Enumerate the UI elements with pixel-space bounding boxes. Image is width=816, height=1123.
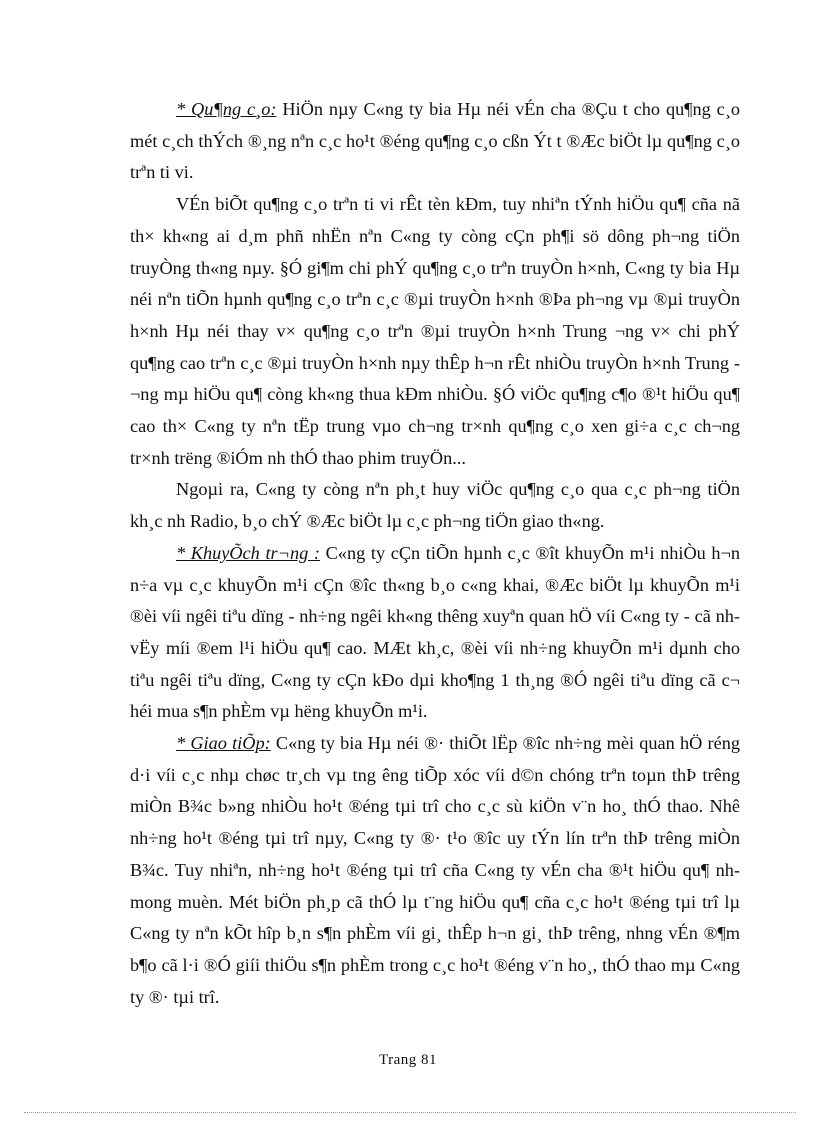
paragraph-public-relations [130, 728, 740, 1013]
paragraph-text: C«ng ty cÇn tiÕn hµnh c¸c ®ît khuyÕn m¹i nhiÒu h¬n n÷a vµ c¸c khuyÕn m¹i cÇn ®îc th«ng b¸o c«ng khai, ®Æc biÖt lµ khuyÕn m¹i ®èi víi ngêi tiªu dïng - nh÷ng ngêi kh«ng thêng xuyªn quan hÖ víi C«ng ty - cã nh vËy míi ®em l¹i hiÖu qu¶ cao. MÆt kh¸c, ®èi víi nh÷ng khuyÕn m¹i dµnh cho tiªu ngêi tiªu dïng, C«ng ty cÇn kÐo dµi kho¶ng 1 th¸ng ®Ó ngêi tiªu dïng cã c¬ héi mua s¶n phÈm vµ hëng khuyÕn m¹i. [130, 542, 741, 722]
paragraph-advertising [130, 94, 740, 189]
paragraph-text: VÉn biÕt qu¶ng c¸o trªn ti vi rÊt tèn kÐm, tuy nhiªn tÝnh hiÖu qu¶ cña nã th× kh«ng ai d¸m phñ nhËn nªn C«ng ty còng cÇn ph¶i sö dông ph¬ng tiÖn truyÒng th«ng nµy. §Ó gi¶m chi phÝ qu¶ng c¸o trªn truyÒn h×nh, C«ng ty bia Hµ néi nªn tiÕn hµnh qu¶ng c¸o trªn c¸c ®µi truyÒn h×nh ®Þa ph¬ng vµ ®µi truyÒn h×nh Hµ néi thay v× qu¶ng c¸o trªn ®µi truyÒn h×nh Trung ¬ng v× chi phÝ qu¶ng cao trªn c¸c ®µi truyÒn h×nh nµy thÊp h¬n rÊt nhiÒu truyÒn h×nh Trung ¬ng mµ hiÖu qu¶ còng kh«ng thua kÐm nhiÒu. §Ó viÖc qu¶ng c¶o ®¹t hiÖu qu¶ cao th× C«ng ty nªn tËp trung vµo ch¬ng tr×nh qu¶ng c¸o xen gi÷a c¸c ch¬ng tr×nh trëng ®iÓm nh thÓ thao phim truyÖn... [130, 194, 740, 468]
document-body [130, 94, 740, 1013]
paragraph-tv-advertising [130, 189, 740, 474]
heading-public-relations: * Giao tiÕp: [176, 733, 271, 754]
paragraph-text: HiÖn nµy C«ng ty bia Hµ néi vÉn cha ®Çu t cho qu¶ng c¸o mét c¸ch thÝch ®¸ng nªn c¸c ho¹t ®éng qu¶ng c¸o cßn Ýt t ®Æc biÖt lµ qu¶ng c¸o trªn ti vi. [130, 99, 740, 183]
paragraph-text: C«ng ty bia Hµ néi ®· thiÕt lËp ®îc nh÷ng mèi quan hÖ réng d·i víi c¸c nhµ chøc tr¸ch vµ tng êng tiÕp xóc víi d©n chóng trªn toµn thÞ trêng miÒn B¾c b»ng nhiÒu ho¹t ®éng tµi trî cho c¸c sù kiÖn v¨n ho¸ thÓ thao. Nhê nh÷ng ho¹t ®éng tµi trî nµy, C«ng ty ®· t¹o ®îc uy tÝn lín trªn thÞ trêng miÒn B¾c. Tuy nhiªn, nh÷ng ho¹t ®éng tµi trî cña C«ng ty vÉn cha ®¹t hiÖu qu¶ nh mong muèn. Mét biÖn ph¸p cã thÓ lµ t¨ng hiÖu qu¶ cña c¸c ho¹t ®éng tµi trî lµ C«ng ty nªn kÕt hîp b¸n s¶n phÈm víi gi¸ thÊp h¬n gi¸ thÞ trêng, nhng vÉn ®¶m b¶o cã l·i ®Ó giíi thiÖu s¶n phÈm trong c¸c ho¹t ®éng v¨n ho¸, thÓ thao mµ C«ng ty ®· tµi trî. [130, 733, 741, 1007]
paragraph-text: Ngoµi ra, C«ng ty còng nªn ph¸t huy viÖc qu¶ng c¸o qua c¸c ph¬ng tiÖn kh¸c nh Radio, b¸o chÝ ®Æc biÖt lµ c¸c ph¬ng tiÖn giao th«ng. [130, 479, 740, 532]
paragraph-promotion [130, 538, 740, 728]
heading-advertising: * Qu¶ng c¸o: [176, 99, 277, 119]
heading-promotion: * KhuyÕch tr¬ng : [176, 542, 320, 563]
bottom-dotted-rule [24, 1112, 796, 1113]
paragraph-other-media [130, 474, 740, 537]
page-number: Trang 81 [378, 1052, 438, 1068]
